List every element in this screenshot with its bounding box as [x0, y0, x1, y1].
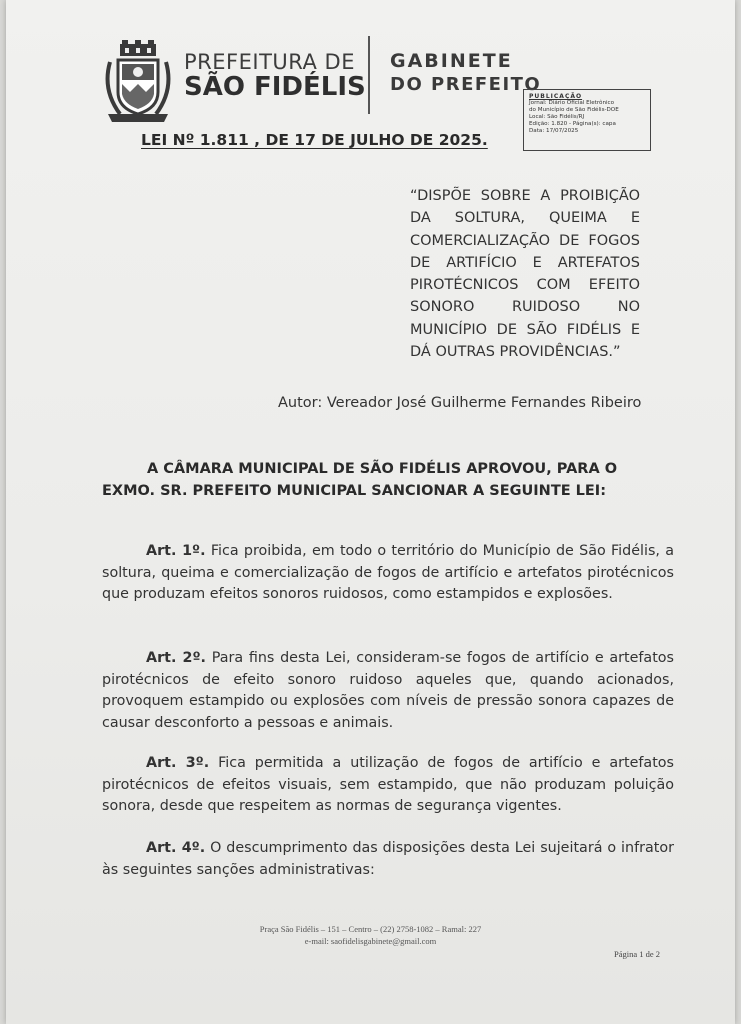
stamp-line: Data: 17/07/2025: [529, 128, 579, 134]
stamp-line: do Município de São Fidélis-DOE: [529, 107, 619, 113]
brand-line-prefeitura: PREFEITURA DE: [184, 50, 355, 74]
municipal-crest-icon: [102, 40, 174, 124]
law-summary: [410, 185, 640, 363]
office-line-gabinete: GABINETE: [390, 50, 513, 72]
article-number: Art. 3º.: [146, 755, 210, 771]
article-number: Art. 4º.: [146, 840, 206, 856]
enactment-preamble: [102, 458, 662, 502]
article-text: O descumprimento das disposições desta Lei sujeitará o infrator às seguintes sanções administrativas:: [102, 840, 674, 878]
office-line-prefeito: DO PREFEITO: [390, 74, 542, 95]
preamble-line: A CÂMARA MUNICIPAL DE SÃO FIDÉLIS APROVOU, PARA O: [147, 461, 618, 477]
article-4: [102, 838, 674, 881]
preamble-line: EXMO. SR. PREFEITO MUNICIPAL SANCIONAR A SEGUINTE LEI:: [102, 483, 606, 499]
article-number: Art. 2º.: [146, 650, 206, 666]
stamp-line: Edição: 1.820 - Página(s): capa: [529, 121, 616, 127]
article-text: Para fins desta Lei, consideram-se fogos de artifício e artefatos pirotécnicos de efeito sonoro ruidoso aqueles que, quando acionados, provoquem estampido ou explosões com níveis de pressão sonora capazes de causar desconforto a pessoas e animais.: [102, 650, 674, 731]
publication-stamp: [523, 89, 651, 151]
footer-address: Praça São Fidélis – 151 – Centro – (22) 2758-1082 – Ramal: 227: [259, 924, 482, 934]
law-author: Autor: Vereador José Guilherme Fernandes Ribeiro: [278, 395, 642, 411]
article-3: [102, 753, 674, 818]
stamp-title: PUBLICAÇÃO: [529, 93, 583, 100]
article-text: Fica proibida, em todo o território do Município de São Fidélis, a soltura, queima e comercialização de fogos de artifício e artefatos pirotécnicos que produzam efeitos sonoros ruidosos, como estampidos e explosões.: [102, 543, 674, 602]
document-page: [6, 0, 735, 1024]
article-2: [102, 648, 674, 734]
stamp-line: Jornal: Diário Oficial Eletrônico: [529, 100, 615, 106]
header-divider: [368, 36, 370, 114]
article-number: Art. 1º.: [146, 543, 206, 559]
page-number: Página 1 de 2: [614, 949, 661, 959]
brand-line-city: SÃO FIDÉLIS: [184, 72, 366, 102]
article-1: [102, 541, 674, 606]
law-title: LEI Nº 1.811 , DE 17 DE JULHO DE 2025.: [141, 131, 488, 149]
article-text: Fica permitida a utilização de fogos de artifício e artefatos pirotécnicos de efeitos visuais, sem estampido, que não produzam poluição sonora, desde que respeitem as normas de segurança vigentes.: [102, 755, 674, 814]
stamp-line: Local: São Fidélis/RJ: [529, 114, 585, 120]
footer-email: e-mail: saofidelisgabinete@gmail.com: [304, 936, 437, 946]
law-summary-text: “DISPÕE SOBRE A PROIBIÇÃO DA SOLTURA, QUEIMA E COMERCIALIZAÇÃO DE FOGOS DE ARTIFÍCIO E ARTEFATOS PIROTÉCNICOS COM EFEITO SONORO RUIDOSO NO MUNICÍPIO DE SÃO FIDÉLIS E DÁ OUTRAS PROVIDÊNCIAS.”: [410, 188, 640, 361]
